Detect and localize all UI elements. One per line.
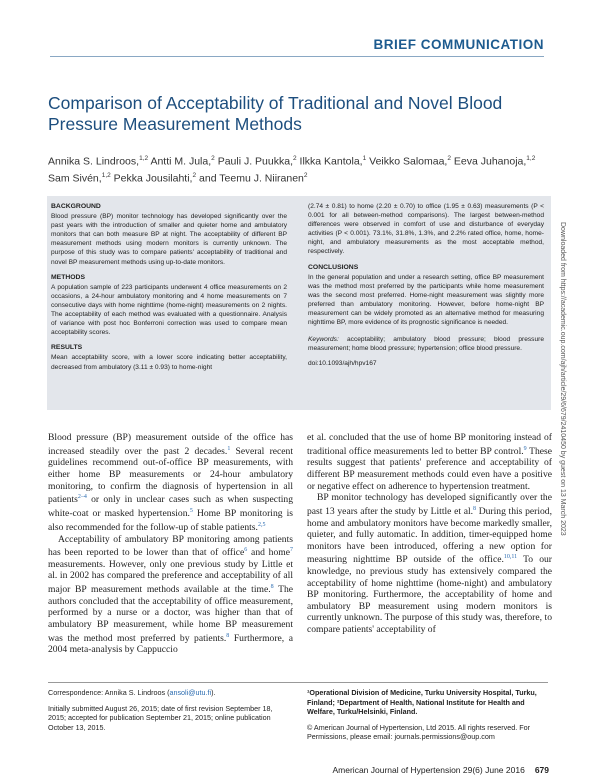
body-text: or only in unclear cases such as when suspecting white-coat or masked hypertension. [48,494,293,520]
conclusions-text: In the general population and under a research setting, office BP measurement was the method most preferred by the participants while home measurement was the second most preferred. Home-night measurement was slightly more preferred than ambulatory monitoring. However, before home-night BP measurement can be widely promoted as an alternative method for measuring nighttime BP, more evidence of its prognostic significance is needed. [308,273,544,327]
background-text: Blood pressure (BP) monitor technology has developed significantly over the past years with the introduction of smaller and quieter home and ambulatory monitors that can both measure BP at night. The acceptability of different BP measurement methods using modern monitors is currently unknown. The purpose of this study was to compare patients' acceptability of traditional and novel BP measurement methods using up-to-date monitors. [51,213,287,266]
affiliations: ¹Operational Division of Medicine, Turku University Hospital, Turku, Finland; ²Department of Health, National Institute for Health and Welfare, Turku/Helsinki, Finland. [307,688,537,717]
author-name: Antti M. Jula, [150,155,212,168]
body-text: These results suggest that patients' preference and acceptability of different BP measurement methods could even have a positive or negative effect on adherence to hypertension treatment. [307,445,553,492]
reference-link[interactable]: 2–4 [77,494,87,501]
author-affiliation-mark: 2 [192,171,197,179]
reference-link[interactable]: 8 [270,584,274,591]
abstract-left-column [51,202,287,378]
body-paragraph [307,432,552,492]
body-text: Furthermore, a 2004 meta-analysis by Cappuccio [48,632,293,656]
reference-link[interactable]: 7 [290,547,293,554]
methods-heading: METHODS [51,273,85,281]
author-affiliation-mark: 2 [293,155,297,162]
author-affiliation-mark: 1,2 [526,155,536,162]
reference-link[interactable]: 1 [227,445,231,452]
abstract-right-column [308,202,544,375]
body-text: and home [247,547,290,559]
body-paragraph [48,432,293,534]
correspondence-label: Correspondence: Annika S. Lindroos ( [48,688,170,697]
conclusions-heading: CONCLUSIONS [308,263,359,271]
author-affiliation-mark: 2 [447,155,451,162]
results-text-left: Mean acceptability score, with a lower score indicating better acceptability, decreased from ambulatory (3.11 ± 0.93) to home-night [51,354,287,371]
author-affiliation-mark: 1,2 [101,171,111,179]
body-text: During this period, home and ambulatory monitors have become markedly smaller, quieter, and fully automatic. In addition, timer-equipped home monitors have been introduced, offering a new option for measuring nighttime BP outside of the office. [307,505,552,566]
author-affiliation-mark: 1,2 [139,155,149,162]
author-name: and Teemu J. Niiranen [199,172,304,184]
author-name: Veikko Salomaa, [369,155,448,168]
author-name: Eeva Juhanoja, [453,155,527,168]
body-right-column [307,432,552,636]
reference-link[interactable]: 5 [189,507,193,514]
correspondence-end: ). [211,688,216,697]
results-text-right: (2.74 ± 0.81) to home (2.20 ± 0.70) to office (1.95 ± 0.63) measurements (P < 0.001 for all between-method comparisons). The largest between-method differences were observed in comfort of use and disturbance of everyday activities (P < 0.001). 73.1%, 31.8%, 1.3%, and 2.2% rated office, home, home-night, and ambulatory measurements as the most acceptable method, respectively. [308,203,544,256]
body-text: Acceptability of ambulatory BP monitoring among patients has been reported to be lower than that of office [48,533,293,559]
body-text: To our knowledge, no previous study has extensively compared the acceptability of home nighttime (home-night) and ambulatory BP monitoring. Furthermore, the acceptability of home and ambulatory BP measurement using modern monitors is currently unknown. The purpose of this study was, therefore, to compare patients' acceptability of [307,554,553,636]
keywords-text: acceptability; ambulatory blood pressure; blood pressure measurement; home blood pressure; hypertension; office blood pressure. [308,336,544,353]
keywords [308,335,544,353]
submission-history: Initially submitted August 26, 2015; date of first revision September 18, 2015; accepted for publication September 21, 2015; online publication October 13, 2015. [48,703,273,732]
author-list [48,152,548,185]
keywords-label: Keywords: [308,336,339,344]
reference-link[interactable]: 8 [226,632,230,639]
footnotes-right [307,688,552,748]
body-text: The authors concluded that the acceptability of office measurement, performed by a nurse or a doctor, was higher than that of ambulatory BP measurement, while home BP measurement was the method most preferred by patients. [48,584,294,644]
footnote-rule [48,682,548,683]
body-paragraph [48,534,293,657]
journal-citation: American Journal of Hypertension 29(6) June 2016 [332,765,525,775]
reference-link[interactable]: 6 [244,547,248,554]
methods-text: A population sample of 223 participants underwent 4 office measurements on 2 occasions, a 24-hour ambulatory monitoring and 4 home measurements on 7 consecutive days with home nighttime (home-night) measurements on 2 nights. The acceptability of each method was evaluated with a questionnaire. Analysis of variance with post hoc Bonferroni correction was used to compare mean acceptability scores. [51,283,287,337]
author-affiliation-mark: 1 [362,155,367,162]
reference-link[interactable]: 2,5 [257,521,266,528]
body-text: Blood pressure (BP) measurement outside of the office has increased steadily over the past 2 decades. [48,432,293,457]
page-footer [333,765,550,775]
author-name: Ilkka Kantola, [299,155,363,168]
body-text: BP monitor technology has developed significantly over the past 13 years after the study by Little et al. [307,492,552,517]
doi: doi:10.1093/ajh/hpv167 [308,360,377,368]
body-paragraph [307,492,552,636]
reference-link[interactable]: 8 [473,505,477,512]
author-name: Pauli J. Puukka, [217,155,293,168]
footnotes-left [48,688,288,738]
copyright: © American Journal of Hypertension, Ltd 2015. All rights reserved. For Permissions, please email: journals.permissions@oup.com [307,722,531,742]
reference-link[interactable]: 10,11 [503,554,518,561]
header-rule [50,56,544,57]
body-text: et al. concluded that the use of home BP monitoring instead of traditional office measurements led to better BP control. [307,432,552,457]
author-name: Pekka Jousilahti, [113,172,193,184]
article-title: Comparison of Acceptability of Traditional and Novel Blood Pressure Measurement Methods [48,93,503,134]
body-text: Several recent guidelines recommend out-of-office BP measurements, with either home BP measurements or 24-hour ambulatory monitoring, to confirm the diagnosis of hypertension in all patients [48,445,293,506]
body-text: measurements. However, only one previous study by Little et al. in 2002 has compared the preference and acceptability of all major BP measurement methods available at the time. [48,558,293,596]
correspondence-email-link[interactable]: ansoli@utu.fi [169,688,212,697]
author-affiliation-mark: 2 [303,171,308,179]
page-number: 679 [534,765,549,775]
correspondence [48,688,288,698]
author-affiliation-mark: 2 [211,155,215,162]
background-heading: BACKGROUND [51,203,101,210]
author-name: Annika S. Lindroos, [48,155,140,168]
author-name: Sam Sivén, [48,172,102,184]
download-note: Downloaded from https://academic.oup.com/ajh/article/29/6/679/2410450 by guest on 13 March 2023 [559,222,566,536]
body-text: Home BP monitoring is also recommended for the follow-up of stable patients. [48,508,293,533]
section-tag: BRIEF COMMUNICATION [373,37,544,52]
results-heading: RESULTS [51,344,83,352]
reference-link[interactable]: 9 [523,445,527,452]
abstract-box [47,196,551,410]
body-left-column [48,432,293,656]
